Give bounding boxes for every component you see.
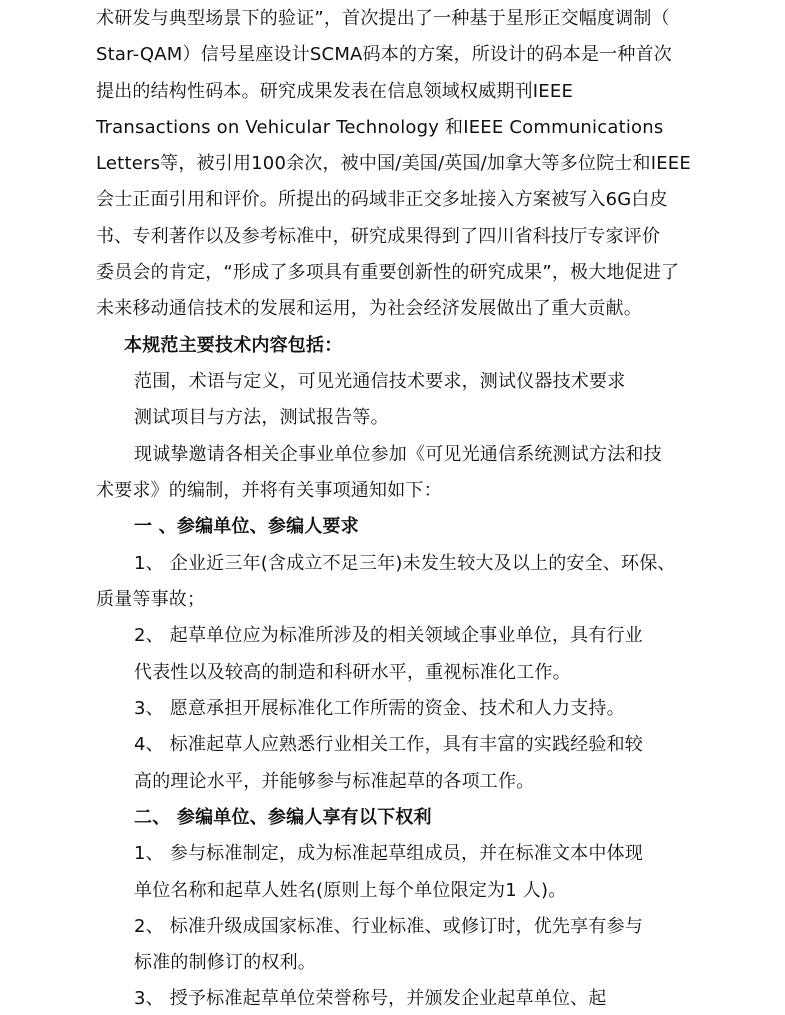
paragraph-1-line-9: 未来移动通信技术的发展和运用，为社会经济发展做出了重大贡献。 <box>96 298 642 319</box>
paragraph-1-line-5: Letters等，被引用100余次，被中国/美国/英国/加拿大等多位院士和IEEE <box>96 153 691 174</box>
section-2-item-2-line-1: 2、 标准升级成国家标准、行业标准、或修订时，优先享有参与 <box>134 916 643 937</box>
paragraph-1-line-4: Transactions on Vehicular Technology 和IEEE Communications <box>96 117 664 138</box>
paragraph-1-line-6: 会士正面引用和评价。所提出的码域非正交多址接入方案被写入6G白皮 <box>96 189 668 210</box>
paragraph-1-line-2: Star-QAM）信号星座设计SCMA码本的方案，所设计的码本是一种首次 <box>96 44 672 65</box>
section-2-heading: 二、 参编单位、参编人享有以下权利 <box>134 807 432 828</box>
invitation-line-2: 术要求》的编制，并将有关事项通知如下： <box>96 480 442 501</box>
section-2-item-1-line-2: 单位名称和起草人姓名(原则上每个单位限定为1 人)。 <box>134 880 567 901</box>
paragraph-1-line-1: 术研发与典型场景下的验证”，首次提出了一种基于星形正交幅度调制（ <box>96 8 670 29</box>
tech-content-line-1: 范围，术语与定义，可见光通信技术要求，测试仪器技术要求 <box>134 371 626 392</box>
section-2-item-2-line-2: 标准的制修订的权利。 <box>134 952 316 973</box>
paragraph-1-line-3: 提出的结构性码本。研究成果发表在信息领域权威期刊IEEE <box>96 81 574 102</box>
section-1-item-2-line-1: 2、 起草单位应为标准所涉及的相关领域企事业单位，具有行业 <box>134 625 643 646</box>
paragraph-1-line-8: 委员会的肯定，“形成了多项具有重要创新性的研究成果”，极大地促进了 <box>96 262 680 283</box>
section-1-item-4-line-2: 高的理论水平，并能够参与标准起草的各项工作。 <box>134 771 535 792</box>
section-2-item-1-line-1: 1、 参与标准制定，成为标准起草组成员，并在标准文本中体现 <box>134 843 643 864</box>
tech-content-line-2: 测试项目与方法，测试报告等。 <box>134 407 389 428</box>
section-1-item-4-line-1: 4、 标准起草人应熟悉行业相关工作，具有丰富的实践经验和较 <box>134 734 643 755</box>
section-1-item-1-line-2: 质量等事故； <box>96 589 206 610</box>
tech-content-heading: 本规范主要技术内容包括： <box>124 335 343 356</box>
section-1-item-2-line-2: 代表性以及较高的制造和科研水平，重视标准化工作。 <box>134 662 571 683</box>
invitation-line-1: 现诚挚邀请各相关企事业单位参加《可见光通信系统测试方法和技 <box>134 444 662 465</box>
section-2-item-3-line-1: 3、 授予标准起草单位荣誉称号，并颁发企业起草单位、起 <box>134 988 607 1009</box>
section-1-item-3-line-1: 3、 愿意承担开展标准化工作所需的资金、技术和人力支持。 <box>134 698 625 719</box>
paragraph-1-line-7: 书、专利著作以及参考标准中，研究成果得到了四川省科技厅专家评价 <box>96 226 661 247</box>
section-1-heading: 一 、参编单位、参编人要求 <box>134 516 359 537</box>
section-1-item-1-line-1: 1、 企业近三年(含成立不足三年)未发生较大及以上的安全、环保、 <box>134 553 676 574</box>
